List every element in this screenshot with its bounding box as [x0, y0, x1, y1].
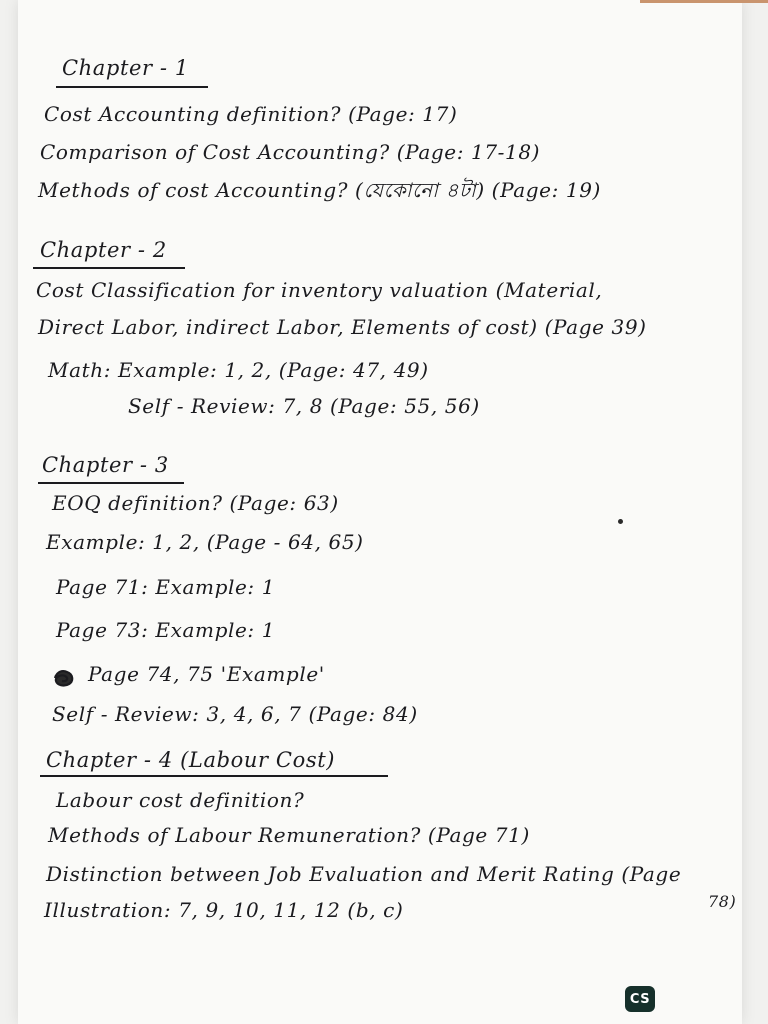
- chapter-2-line-1: Cost Classification for inventory valuation (Material,: [36, 278, 603, 302]
- chapter-3-heading: Chapter - 3: [42, 453, 169, 477]
- chapter-3-line-3: Page 71: Example: 1: [56, 575, 276, 599]
- ink-dot: [618, 519, 623, 524]
- chapter-1-heading: Chapter - 1: [62, 56, 189, 80]
- chapter-4-heading: Chapter - 4 (Labour Cost): [46, 748, 336, 772]
- chapter-1-line-3: Methods of cost Accounting? (যেকোনো ৪টা) (Page: 19): [38, 178, 601, 202]
- chapter-1-underline: [56, 86, 208, 88]
- chapter-2-heading: Chapter - 2: [40, 238, 167, 262]
- camscanner-logo: CS: [625, 986, 655, 1012]
- chapter-2-self-review: Self - Review: 7, 8 (Page: 55, 56): [128, 394, 480, 418]
- chapter-4-line-2: Methods of Labour Remuneration? (Page 71): [48, 823, 530, 847]
- scribble-mark-icon: [53, 669, 75, 687]
- chapter-3-self-review: Self - Review: 3, 4, 6, 7 (Page: 84): [52, 702, 418, 726]
- page-edge: [640, 0, 768, 3]
- chapter-3-line-1: EOQ definition? (Page: 63): [52, 491, 339, 515]
- chapter-4-line-1: Labour cost definition?: [56, 788, 305, 812]
- chapter-2-underline: [33, 267, 185, 269]
- chapter-4-line-3-continued: 78): [708, 892, 737, 911]
- chapter-4-line-3: Distinction between Job Evaluation and Merit Rating (Page: [46, 862, 682, 886]
- chapter-2-math: Math: Example: 1, 2, (Page: 47, 49): [48, 358, 429, 382]
- chapter-1-line-2: Comparison of Cost Accounting? (Page: 17-18): [40, 140, 541, 164]
- chapter-4-illustration: Illustration: 7, 9, 10, 11, 12 (b, c): [44, 898, 404, 922]
- chapter-3-line-4: Page 73: Example: 1: [56, 618, 276, 642]
- chapter-1-line-1: Cost Accounting definition? (Page: 17): [44, 102, 458, 126]
- chapter-3-line-5: Page 74, 75 'Example': [88, 662, 325, 686]
- chapter-2-line-2: Direct Labor, indirect Labor, Elements of cost) (Page 39): [38, 315, 647, 339]
- chapter-3-underline: [38, 482, 184, 484]
- chapter-3-line-2: Example: 1, 2, (Page - 64, 65): [46, 530, 364, 554]
- chapter-4-underline: [40, 775, 388, 777]
